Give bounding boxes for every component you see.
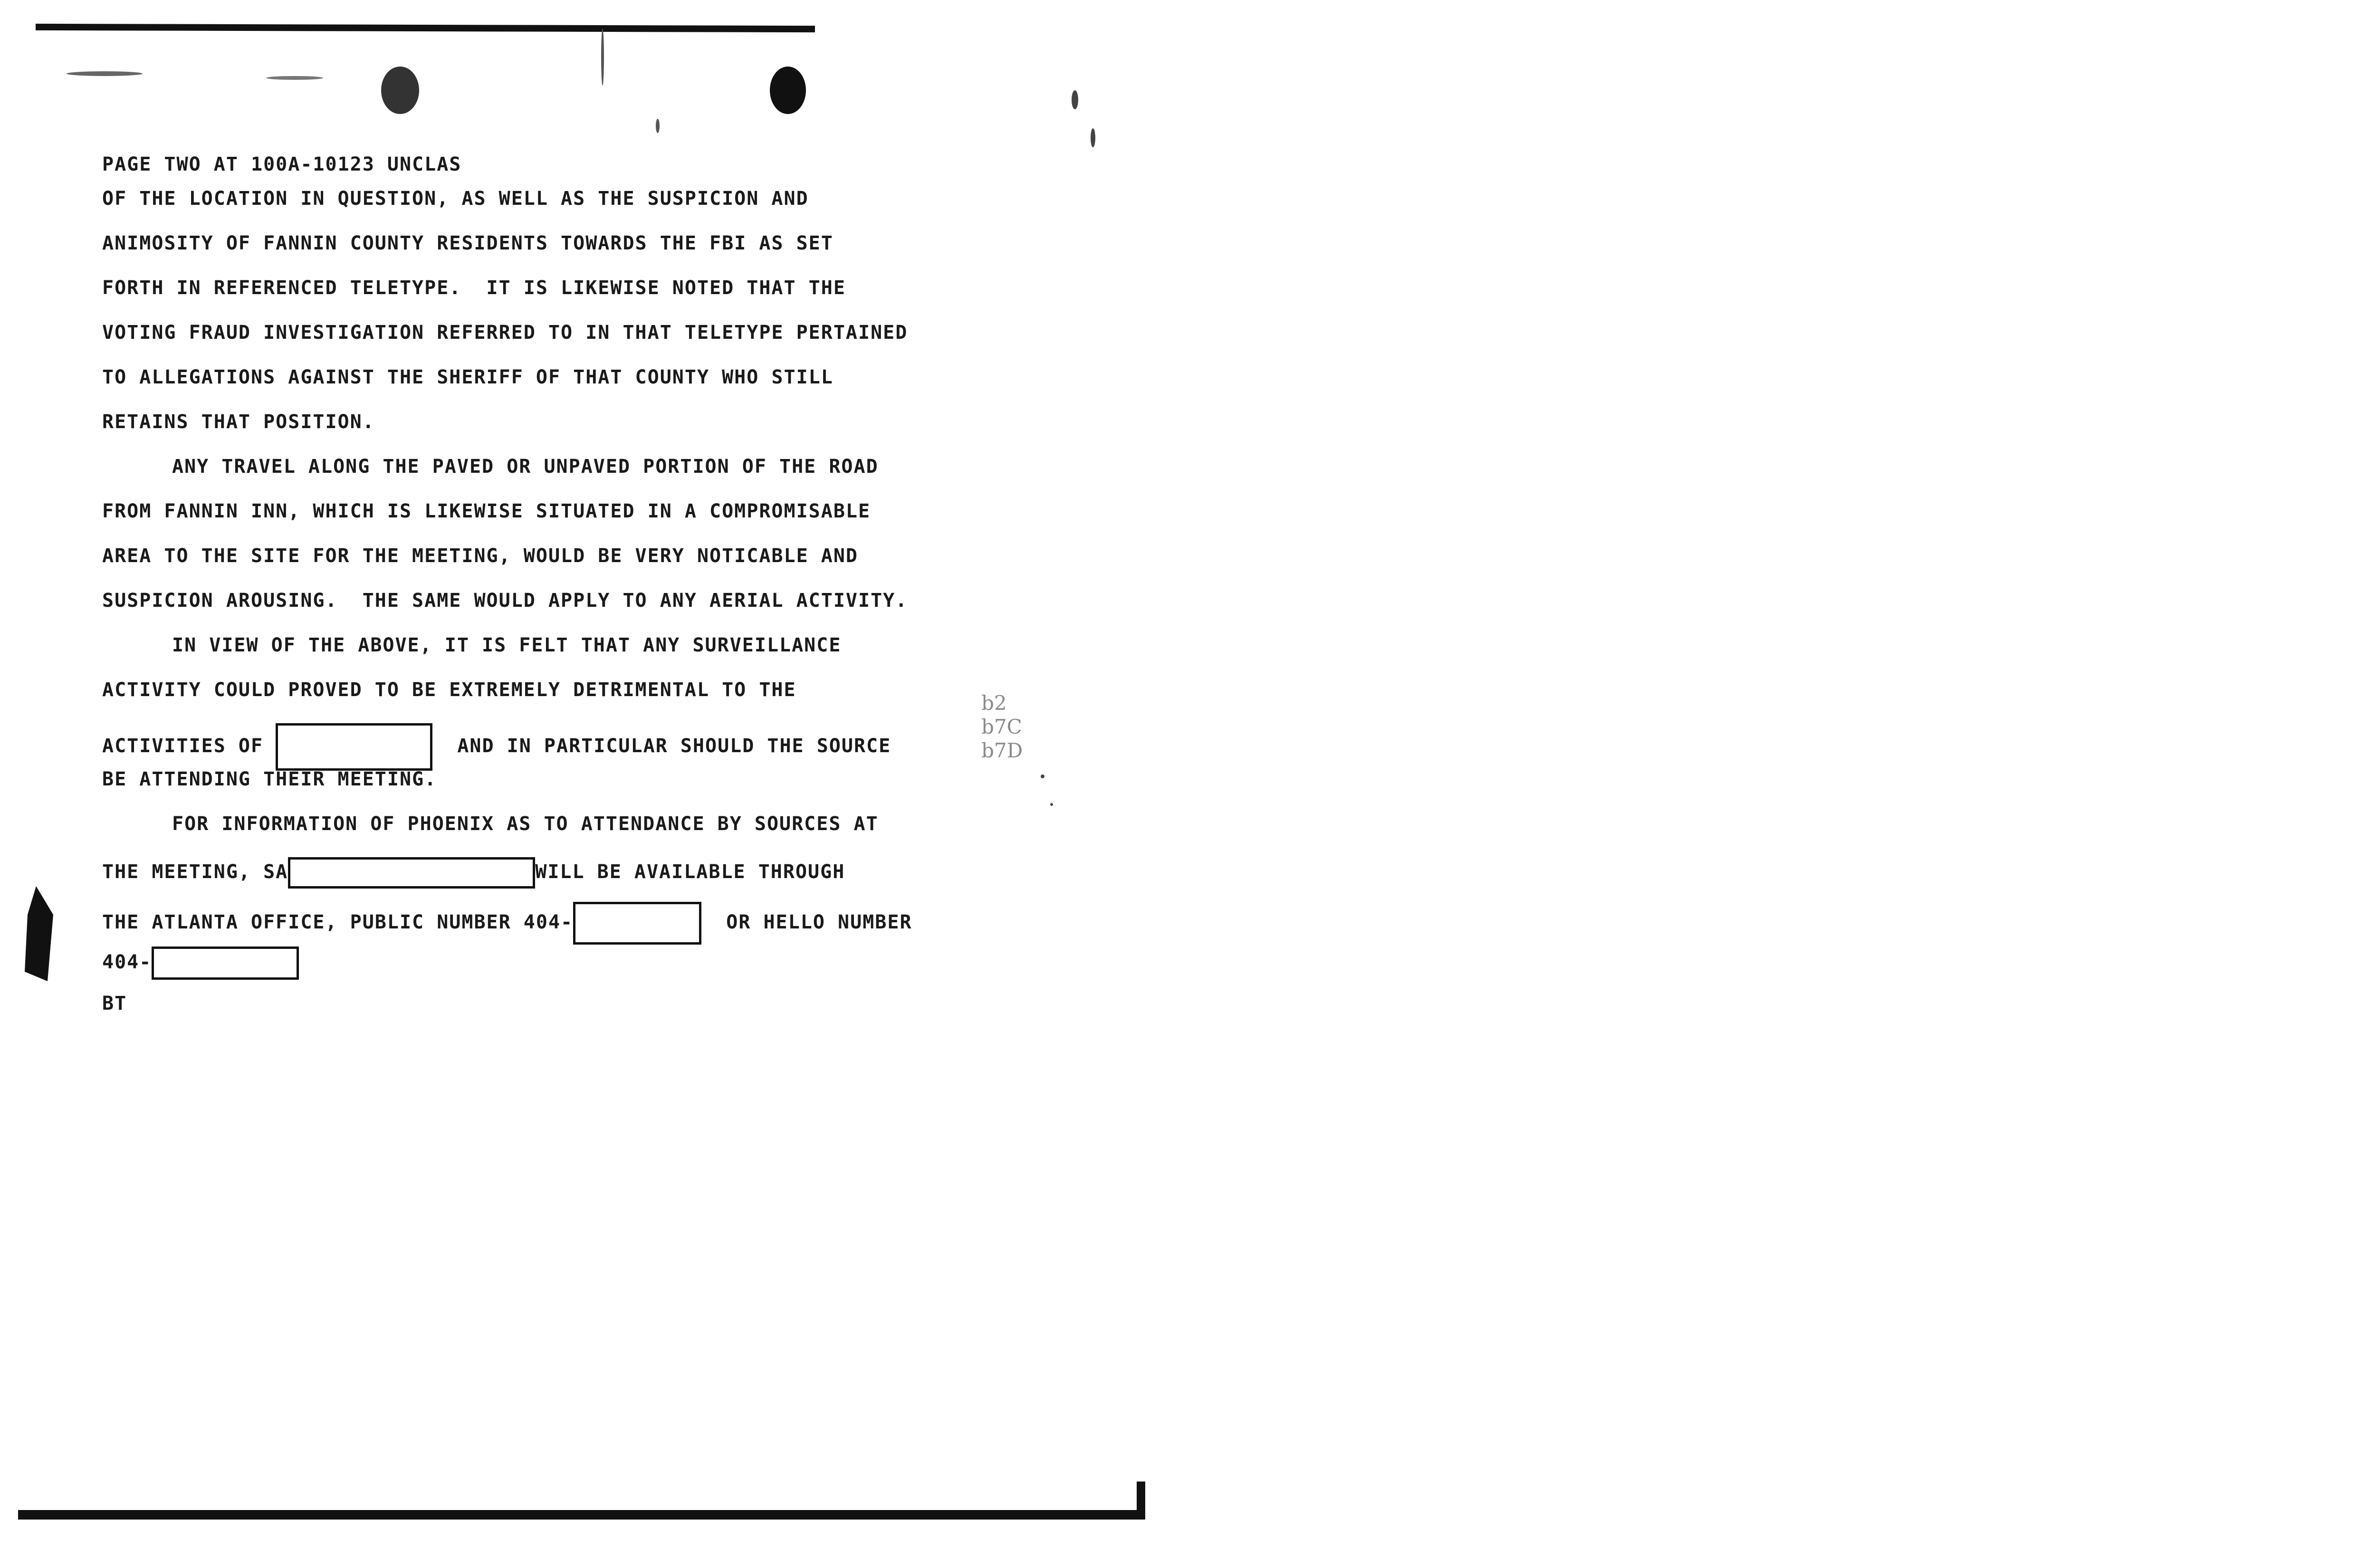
scan-speck — [266, 76, 323, 80]
text-line: BT — [102, 993, 127, 1014]
text-line: FOR INFORMATION OF PHOENIX AS TO ATTENDANCE BY SOURCES AT — [172, 813, 879, 835]
bottom-edge-shadow — [18, 1510, 1145, 1520]
text-fragment: OR HELLO NUMBER — [726, 911, 912, 933]
scan-speck — [67, 71, 143, 76]
text-line-with-redaction — [102, 902, 912, 945]
text-line: ACTIVITY COULD PROVED TO BE EXTREMELY DETRIMENTAL TO THE — [102, 679, 796, 701]
exemption-code: b7D — [981, 739, 1023, 762]
redaction-box — [573, 902, 701, 945]
text-fragment: THE ATLANTA OFFICE, PUBLIC NUMBER 404- — [102, 911, 574, 933]
redaction-box — [276, 723, 432, 771]
text-line: AREA TO THE SITE FOR THE MEETING, WOULD BE VERY NOTICABLE AND — [102, 545, 859, 567]
exemption-code: b2 — [981, 691, 1007, 715]
scan-speck — [656, 119, 660, 133]
exemption-code: b7C — [981, 715, 1022, 738]
text-line: OF THE LOCATION IN QUESTION, AS WELL AS THE SUSPICION AND — [102, 188, 809, 210]
redaction-box — [288, 857, 535, 889]
text-line-with-redaction — [102, 947, 299, 980]
text-line: TO ALLEGATIONS AGAINST THE SHERIFF OF THAT COUNTY WHO STILL — [102, 366, 834, 388]
scan-speck — [1041, 774, 1044, 778]
page-header: PAGE TWO AT 100A-10123 UNCLAS — [102, 153, 462, 175]
text-line: VOTING FRAUD INVESTIGATION REFERRED TO IN THAT TELETYPE PERTAINED — [102, 322, 908, 344]
text-line: ANY TRAVEL ALONG THE PAVED OR UNPAVED PORTION OF THE ROAD — [172, 456, 879, 478]
scan-speck — [1072, 90, 1078, 109]
text-line-with-redaction — [102, 723, 891, 771]
text-line: ANIMOSITY OF FANNIN COUNTY RESIDENTS TOWARDS THE FBI AS SET — [102, 232, 834, 254]
text-line: IN VIEW OF THE ABOVE, IT IS FELT THAT ANY SURVEILLANCE — [172, 634, 842, 656]
text-fragment: WILL BE AVAILABLE THROUGH — [535, 861, 845, 883]
text-line: FROM FANNIN INN, WHICH IS LIKEWISE SITUATED IN A COMPROMISABLE — [102, 500, 871, 522]
text-line: BE ATTENDING THEIR MEETING. — [102, 768, 437, 790]
text-line-with-redaction — [102, 857, 845, 889]
text-line: SUSPICION AROUSING. THE SAME WOULD APPLY TO ANY AERIAL ACTIVITY. — [102, 590, 908, 612]
text-fragment: ACTIVITIES OF — [102, 735, 264, 757]
text-fragment: THE MEETING, SA — [102, 861, 288, 883]
foia-exemption-codes — [981, 691, 1023, 763]
text-fragment: 404- — [102, 951, 152, 973]
corner-shadow — [1137, 1482, 1145, 1520]
scan-speck — [1091, 128, 1095, 147]
punch-hole-right — [770, 67, 806, 114]
punch-hole-left — [381, 67, 419, 114]
text-line: RETAINS THAT POSITION. — [102, 411, 375, 433]
text-line: FORTH IN REFERENCED TELETYPE. IT IS LIKEWISE NOTED THAT THE — [102, 277, 846, 299]
scan-speck — [1050, 803, 1053, 806]
text-fragment: AND IN PARTICULAR SHOULD THE SOURCE — [457, 735, 891, 757]
scan-speck — [601, 29, 604, 86]
redaction-box — [152, 947, 299, 980]
